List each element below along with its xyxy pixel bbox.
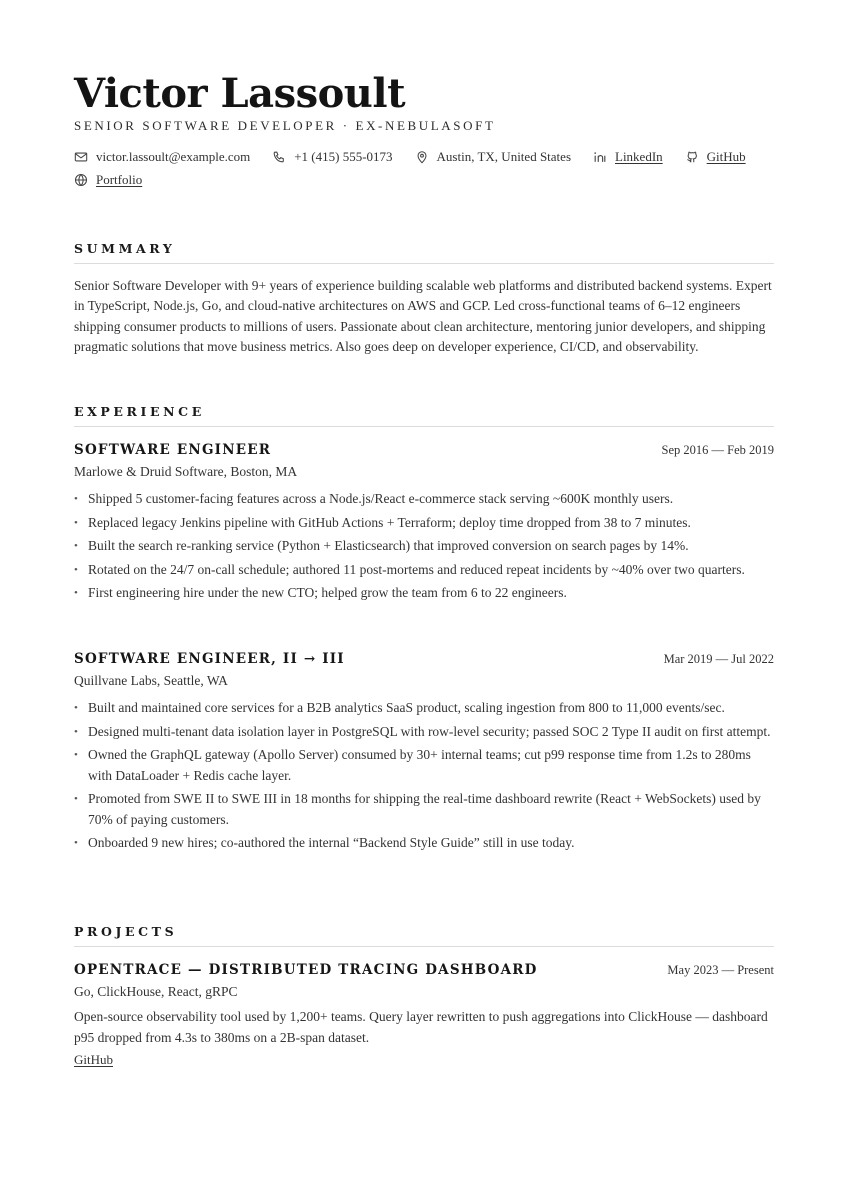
project-dates: May 2023 — Present xyxy=(667,963,774,977)
list-item: • Rotated on the 24/7 on-call schedule; authored 11 post-mortems and reduced repeat incidents by ~40% over two quarters. xyxy=(74,560,774,581)
list-item: • Built and maintained core services for a B2B analytics SaaS product, scaling ingestion from 800 to 11,000 events/sec. xyxy=(74,698,774,719)
contact-phone[interactable] xyxy=(272,149,392,165)
job-header xyxy=(74,442,774,458)
list-item: • Designed multi-tenant data isolation layer in PostgreSQL with row-level security; passed SOC 2 Type II audit on first attempt. xyxy=(74,722,774,743)
contact-email-text: victor.lassoult@example.com xyxy=(96,149,251,164)
candidate-tagline: SENIOR SOFTWARE DEVELOPER · EX-NEBULASOFT xyxy=(74,118,496,133)
list-item: • Shipped 5 customer-facing features across a Node.js/React e-commerce stack serving ~600K monthly users. xyxy=(74,489,774,510)
contact-email[interactable] xyxy=(74,149,250,165)
contact-location xyxy=(415,149,571,165)
list-item: • Replaced legacy Jenkins pipeline with GitHub Actions + Terraform; deploy time dropped from 38 to 7 minutes. xyxy=(74,513,774,534)
linkedin-link[interactable]: LinkedIn xyxy=(615,149,663,164)
summary-heading: SUMMARY xyxy=(74,241,774,264)
list-item: • Built the search re-ranking service (Python + Elasticsearch) that improved conversion on search pages by 14%. xyxy=(74,536,774,557)
contact-row-2 xyxy=(74,172,164,188)
project-stack: Go, ClickHouse, React, gRPC xyxy=(74,984,238,999)
summary-text: Senior Software Developer with 9+ years of experience building scalable web platforms and distributed backend systems. Expert in TypeScript, Node.js, Go, and cloud-native architectures on AWS and GCP. Led cross-functional teams of 6–12 engineers shipping consumer products to millions of users. Passionate about clean architecture, mentoring junior developers, and shipping pragmatic solutions that move business metrics. Also goes deep on developer experience, CI/CD, and observability. xyxy=(74,278,772,354)
list-item: • Promoted from SWE II to SWE III in 18 months for shipping the real-time dashboard rewrite (React + WebSockets) used by 70% of paying customers. xyxy=(74,789,774,830)
github-icon xyxy=(685,150,699,164)
job-dates: Mar 2019 — Jul 2022 xyxy=(663,652,774,666)
experience-entry xyxy=(74,651,774,857)
list-item: • Owned the GraphQL gateway (Apollo Server) consumed by 30+ internal teams; cut p99 response time from 1.2s to 280ms with DataLoader + Redis cache layer. xyxy=(74,745,774,786)
portfolio-link[interactable]: Portfolio xyxy=(96,172,143,187)
job-title: SOFTWARE ENGINEER xyxy=(74,442,272,458)
map-pin-icon xyxy=(415,150,429,164)
globe-icon xyxy=(74,173,88,187)
mail-icon xyxy=(74,150,88,164)
project-description: Open-source observability tool used by 1,200+ teams. Query layer rewritten to push aggregations into ClickHouse — dashboard p95 dropped from 4.3s to 380ms on a 2B-span dataset. xyxy=(74,1009,768,1045)
github-link[interactable]: GitHub xyxy=(706,149,746,164)
job-company: Marlowe & Druid Software, Boston, MA xyxy=(74,464,298,479)
job-bullets xyxy=(74,489,774,604)
contact-location-text: Austin, TX, United States xyxy=(436,149,571,164)
project-header xyxy=(74,962,774,978)
contact-phone-text: +1 (415) 555-0173 xyxy=(294,149,393,164)
list-item: • Onboarded 9 new hires; co-authored the internal “Backend Style Guide” still in use today. xyxy=(74,833,774,854)
project-title: OPENTRACE — DISTRIBUTED TRACING DASHBOARD xyxy=(74,962,538,978)
experience-entry xyxy=(74,442,774,607)
list-item: • First engineering hire under the new CTO; helped grow the team from 6 to 22 engineers. xyxy=(74,583,774,604)
job-company: Quillvane Labs, Seattle, WA xyxy=(74,673,228,688)
job-dates: Sep 2016 — Feb 2019 xyxy=(661,443,774,457)
experience-heading: EXPERIENCE xyxy=(74,404,774,427)
contact-portfolio[interactable] xyxy=(74,172,142,188)
phone-icon xyxy=(272,150,286,164)
contact-github[interactable] xyxy=(685,149,746,165)
project-github-link[interactable]: GitHub xyxy=(74,1052,113,1067)
contact-linkedin[interactable] xyxy=(593,149,663,165)
candidate-name: Victor Lassoult xyxy=(74,70,406,117)
job-title: SOFTWARE ENGINEER, II → III xyxy=(74,651,345,667)
job-bullets xyxy=(74,698,774,854)
linkedin-icon xyxy=(593,150,607,164)
job-header xyxy=(74,651,774,667)
project-entry xyxy=(74,962,774,1068)
projects-heading: PROJECTS xyxy=(74,924,774,947)
contact-row xyxy=(74,149,768,165)
